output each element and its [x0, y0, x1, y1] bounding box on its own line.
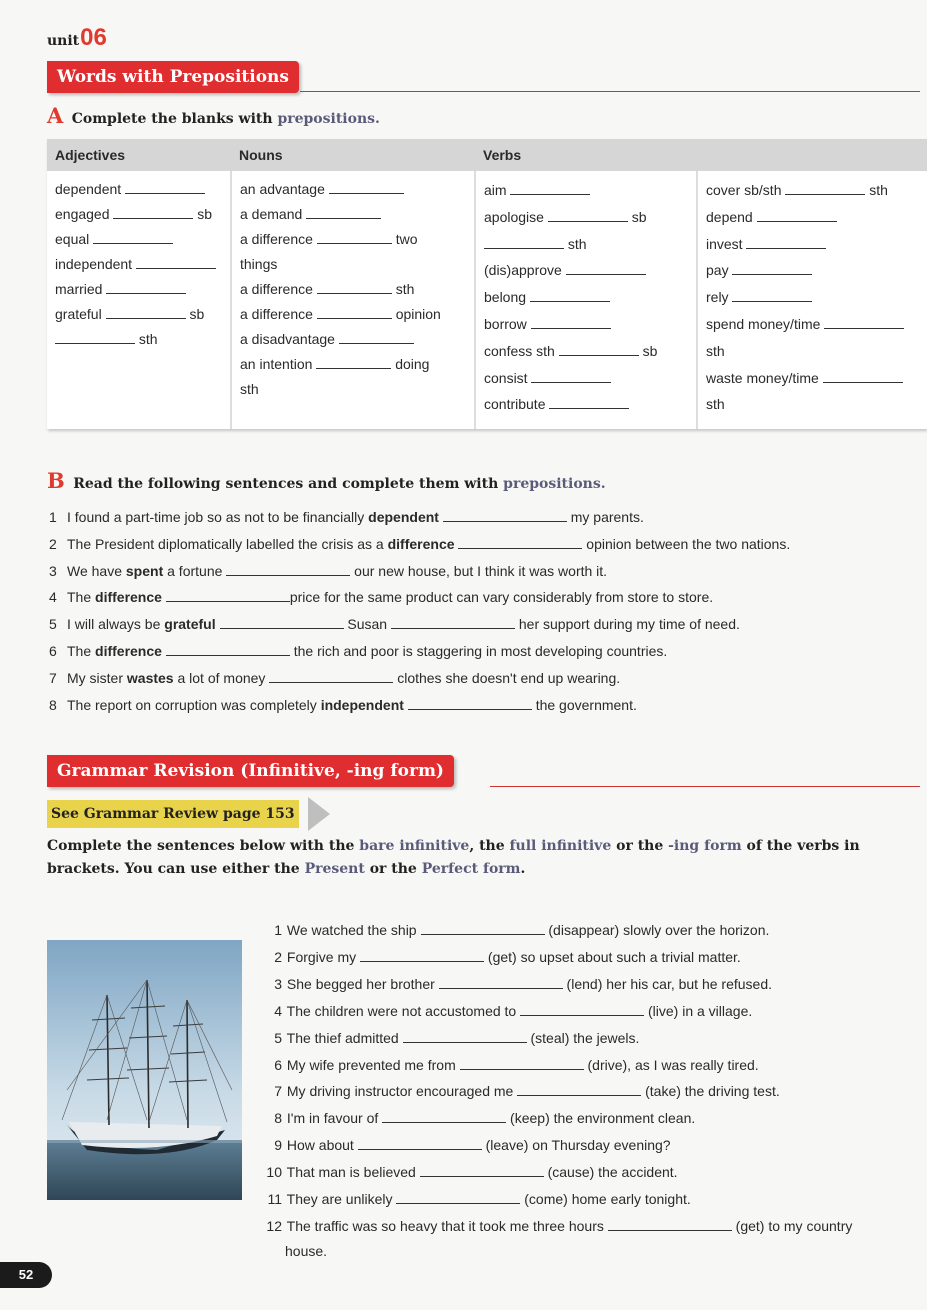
entry-word: things: [240, 256, 278, 272]
table-entry: [240, 202, 466, 227]
page-number: 52: [0, 1262, 52, 1288]
sentence-text: Susan: [343, 616, 391, 633]
table-entry: [55, 252, 222, 277]
entry-word: borrow: [484, 315, 527, 332]
answer-blank[interactable]: [824, 314, 904, 329]
sentence-text: My wife prevented me from: [286, 1056, 460, 1073]
table-entry: [240, 377, 466, 402]
entry-suffix: doing: [395, 356, 430, 372]
sentence-text: We have: [67, 562, 126, 579]
sentence-text: I'm in favour of: [286, 1110, 383, 1127]
sentence-keyword: wastes: [126, 669, 174, 686]
exercise-b-sentence: [49, 587, 713, 605]
grammar-instruction: [47, 835, 887, 881]
sentence-number: 3: [49, 562, 57, 579]
sentence-text: (cause) the accident.: [543, 1164, 678, 1181]
entry-suffix: sb: [642, 342, 658, 359]
answer-blank[interactable]: [458, 534, 582, 549]
entry-word: equal: [55, 231, 90, 247]
exercise-b-sentence: [49, 668, 620, 686]
header-nouns: Nouns: [231, 139, 475, 171]
table-entry: [706, 338, 919, 365]
table-entry: [55, 327, 222, 352]
sentence-text: clothes she doesn't end up wearing.: [393, 669, 621, 686]
part-a-heading: [47, 103, 380, 128]
table-entry: [484, 391, 688, 418]
table-entry: [55, 302, 222, 327]
answer-blank[interactable]: [566, 260, 646, 275]
instruction-part: .: [520, 861, 526, 877]
sentence-number: 4: [274, 1002, 282, 1019]
instruction-part: , the: [469, 838, 510, 854]
nouns-column: [231, 171, 475, 429]
unit-number: 06: [80, 24, 107, 51]
answer-blank[interactable]: [484, 234, 564, 249]
sentence-text: the government.: [531, 696, 637, 713]
instruction-part: Perfect form: [421, 861, 521, 877]
grammar-sentence-continuation: house.: [285, 1242, 328, 1259]
grammar-sentence: [258, 1108, 695, 1126]
grammar-reference-link[interactable]: See Grammar Review page 153: [47, 800, 299, 828]
part-a-letter: A: [47, 103, 64, 128]
sentence-number: 5: [49, 616, 57, 633]
grammar-sentence: [258, 947, 741, 965]
prepositions-table: [47, 139, 927, 429]
answer-blank[interactable]: [439, 974, 563, 989]
sentence-number: 8: [49, 696, 57, 713]
table-entry: [706, 231, 919, 258]
exercise-b-sentence: [49, 534, 790, 552]
sentence-text: opinion between the two nations.: [582, 535, 791, 552]
table-entry: [484, 338, 688, 365]
sentence-number: 10: [266, 1164, 282, 1181]
answer-blank[interactable]: [517, 1081, 641, 1096]
grammar-sentence: [258, 1055, 759, 1073]
sentence-text: (disappear) slowly over the horizon.: [544, 922, 770, 938]
answer-blank[interactable]: [125, 179, 205, 194]
answer-blank[interactable]: [226, 561, 350, 576]
table-entry: [240, 352, 466, 377]
answer-blank[interactable]: [55, 329, 135, 344]
sentence-number: 7: [274, 1083, 282, 1100]
table-entry: [706, 365, 919, 392]
sentence-number: 12: [266, 1217, 282, 1234]
entry-suffix: sth: [567, 235, 587, 252]
instruction-part: Present: [304, 861, 365, 877]
sentence-text: The: [67, 589, 96, 606]
entry-word: depend: [706, 208, 753, 225]
table-entry: [484, 365, 688, 392]
table-entry: [240, 327, 466, 352]
answer-blank[interactable]: [443, 507, 567, 522]
section-rule: [300, 91, 920, 92]
answer-blank[interactable]: [732, 260, 812, 275]
table-entry: [484, 231, 688, 258]
grammar-sentence: [258, 1081, 780, 1099]
sentence-text: (drive), as I was really tired.: [583, 1056, 759, 1073]
entry-word: (dis)approve: [484, 262, 562, 279]
answer-blank[interactable]: [785, 180, 865, 195]
sentence-number: 11: [267, 1191, 282, 1207]
instruction-part: brackets. You can use either the: [47, 861, 305, 877]
part-b-heading: [47, 468, 606, 493]
entry-word: independent: [55, 256, 133, 272]
entry-word: belong: [484, 289, 527, 306]
answer-blank[interactable]: [106, 304, 186, 319]
sentence-text: The President diplomatically labelled the crisis as a: [67, 535, 388, 552]
answer-blank[interactable]: [408, 695, 532, 710]
answer-blank[interactable]: [339, 329, 414, 344]
sentence-text: our new house, but I think it was worth it.: [350, 562, 608, 579]
entry-word: a difference: [240, 231, 313, 247]
sentence-text: her support during my time of need.: [514, 616, 740, 633]
answer-blank[interactable]: [391, 614, 515, 629]
grammar-sentence: [258, 1028, 639, 1046]
answer-blank[interactable]: [220, 614, 344, 629]
grammar-sentence: [258, 1162, 678, 1180]
sentence-text: The children were not accustomed to: [286, 1002, 521, 1019]
sentence-text: The traffic was so heavy that it took me three hours: [286, 1217, 608, 1234]
answer-blank[interactable]: [360, 947, 484, 962]
sentence-text: That man is believed: [286, 1164, 420, 1181]
sentence-keyword: difference: [387, 535, 455, 552]
section-banner-grammar: Grammar Revision (Infinitive, -ing form): [47, 755, 454, 787]
entry-suffix: sth: [395, 281, 415, 297]
instruction-part: Complete the sentences below with the: [47, 838, 360, 854]
entry-suffix: sb: [631, 208, 647, 225]
sentence-number: 2: [274, 948, 282, 965]
table-entry: [240, 302, 466, 327]
answer-blank[interactable]: [317, 279, 392, 294]
entry-suffix: two: [395, 231, 418, 247]
sentence-text: We watched the ship: [286, 922, 421, 938]
entry-suffix: sth: [138, 331, 158, 347]
entry-word: dependent: [55, 181, 122, 197]
sentence-text: I will always be: [67, 616, 165, 633]
grammar-sentence: [258, 1135, 671, 1153]
part-a-instruction: Complete the blanks with prepositions.: [71, 111, 380, 127]
table-entry: [55, 227, 222, 252]
exercise-b-sentence: [49, 695, 637, 713]
exercise-b-sentence: [49, 614, 740, 632]
grammar-sentence: [258, 974, 772, 992]
entry-word: cover sb/sth: [706, 182, 782, 198]
answer-blank[interactable]: [420, 1162, 544, 1177]
table-entry: [706, 177, 919, 204]
table-entry: [55, 202, 222, 227]
grammar-sentence: [258, 1001, 752, 1019]
entry-word: sth: [706, 396, 725, 413]
sentence-text: The report on corruption was completely: [67, 696, 321, 713]
exercise-b-sentence: [49, 641, 667, 659]
entry-suffix: sth: [869, 182, 888, 198]
entry-word: pay: [706, 262, 729, 279]
answer-blank[interactable]: [549, 394, 629, 409]
grammar-sentence: [258, 1216, 852, 1234]
entry-word: sth: [240, 381, 259, 397]
sentence-keyword: grateful: [164, 616, 216, 633]
part-b-instruction: Read the following sentences and complete them with prepositions.: [73, 476, 606, 492]
instruction-part: bare infinitive: [359, 838, 470, 854]
table-entry: [706, 391, 919, 418]
sentence-text: My driving instructor encouraged me: [286, 1083, 518, 1100]
sentence-text: price for the same product can vary considerably from store to store.: [289, 589, 714, 606]
answer-blank[interactable]: [106, 279, 186, 294]
answer-blank[interactable]: [421, 920, 545, 935]
unit-label: unit06: [47, 24, 107, 51]
answer-blank[interactable]: [306, 204, 381, 219]
sentence-text: (get) so upset about such a trivial matter.: [484, 948, 741, 965]
answer-blank[interactable]: [746, 234, 826, 249]
sentence-keyword: spent: [125, 562, 164, 579]
answer-blank[interactable]: [113, 204, 193, 219]
sentence-text: (come) home early tonight.: [520, 1191, 691, 1207]
sentence-text: (steal) the jewels.: [526, 1029, 640, 1046]
sentence-keyword: difference: [95, 589, 162, 606]
entry-word: consist: [484, 369, 528, 386]
entry-word: aim: [484, 182, 507, 198]
sentence-number: 1: [49, 509, 57, 525]
sentence-text: She begged her brother: [286, 975, 439, 992]
table-entry: [55, 277, 222, 302]
table-entry: [484, 204, 688, 231]
sentence-number: 6: [49, 643, 57, 659]
entry-word: grateful: [55, 306, 102, 322]
sentence-text: a lot of money: [173, 669, 270, 686]
sentence-number: 6: [274, 1056, 282, 1073]
sentence-text: The thief admitted: [286, 1029, 403, 1046]
sentence-text: The: [67, 643, 96, 659]
grammar-sentence: [258, 1189, 691, 1207]
instruction-part: or the: [364, 861, 422, 877]
answer-blank[interactable]: [559, 341, 639, 356]
sentence-text: My sister: [67, 669, 127, 686]
answer-blank[interactable]: [166, 641, 290, 656]
sentence-number: 4: [49, 589, 57, 606]
entry-word: apologise: [484, 208, 544, 225]
answer-blank[interactable]: [608, 1216, 732, 1231]
answer-blank[interactable]: [823, 368, 903, 383]
sentence-text: Forgive my: [286, 948, 361, 965]
table-entry: [484, 257, 688, 284]
sentence-text: I found a part-time job so as not to be financially: [67, 509, 369, 525]
table-entry: [240, 227, 466, 252]
answer-blank[interactable]: [136, 254, 216, 269]
table-entry: [706, 257, 919, 284]
instruction-part: full infinitive: [509, 838, 612, 854]
sentence-number: 7: [49, 669, 57, 686]
answer-blank[interactable]: [510, 180, 590, 195]
sentence-text: (take) the driving test.: [641, 1083, 780, 1100]
table-entry: [240, 277, 466, 302]
sentence-text: a fortune: [163, 562, 227, 579]
table-entry: [484, 311, 688, 338]
sentence-text: (get) to my country: [731, 1217, 853, 1234]
answer-blank[interactable]: [382, 1108, 506, 1123]
answer-blank[interactable]: [531, 368, 611, 383]
entry-suffix: sb: [189, 306, 205, 322]
table-entry: [706, 204, 919, 231]
answer-blank[interactable]: [396, 1189, 520, 1204]
grammar-sentence: [258, 920, 769, 938]
sentence-keyword: independent: [320, 696, 404, 713]
entry-word: a difference: [240, 281, 313, 297]
answer-blank[interactable]: [403, 1028, 527, 1043]
answer-blank[interactable]: [530, 287, 610, 302]
entry-word: confess sth: [484, 342, 555, 359]
answer-blank[interactable]: [166, 587, 290, 602]
answer-blank[interactable]: [269, 668, 393, 683]
sentence-text: (lend) her his car, but he refused.: [562, 975, 773, 992]
answer-blank[interactable]: [460, 1055, 584, 1070]
verbs-column-2: [697, 171, 927, 429]
sentence-number: 2: [49, 535, 57, 552]
answer-blank[interactable]: [757, 207, 837, 222]
entry-word: rely: [706, 289, 729, 306]
entry-word: engaged: [55, 206, 110, 222]
entry-word: contribute: [484, 396, 546, 413]
table-entry: [484, 177, 688, 204]
section-rule-2: [490, 786, 920, 787]
exercise-b-sentence: [49, 507, 644, 525]
sentence-keyword: dependent: [368, 509, 439, 525]
sentence-text: (live) in a village.: [644, 1002, 753, 1019]
part-b-letter: B: [47, 468, 65, 493]
table-entry: [706, 311, 919, 338]
sentence-keyword: difference: [95, 643, 162, 659]
entry-word: spend money/time: [706, 315, 821, 332]
sentence-number: 1: [274, 922, 282, 938]
entry-suffix: sb: [197, 206, 213, 222]
sentence-number: 3: [274, 975, 282, 992]
header-verbs: Verbs: [475, 139, 927, 171]
sentence-text: How about: [286, 1137, 358, 1154]
entry-word: married: [55, 281, 103, 297]
answer-blank[interactable]: [317, 229, 392, 244]
instruction-part: or the: [611, 838, 669, 854]
arrow-right-icon: [308, 797, 330, 831]
answer-blank[interactable]: [93, 229, 173, 244]
answer-blank[interactable]: [531, 314, 611, 329]
entry-word: waste money/time: [706, 369, 819, 386]
sentence-number: 8: [274, 1110, 282, 1127]
table-entry: [706, 284, 919, 311]
sentence-text: They are unlikely: [286, 1191, 397, 1207]
sentence-text: (keep) the environment clean.: [506, 1110, 696, 1127]
answer-blank[interactable]: [316, 354, 391, 369]
instruction-part: -ing form: [668, 838, 742, 854]
table-entry: [240, 252, 466, 277]
answer-blank[interactable]: [317, 304, 392, 319]
answer-blank[interactable]: [548, 207, 628, 222]
entry-word: an advantage: [240, 181, 325, 197]
entry-word: invest: [706, 235, 743, 252]
entry-word: a demand: [240, 206, 303, 222]
instruction-part: of the verbs in: [741, 838, 860, 854]
answer-blank[interactable]: [329, 179, 404, 194]
entry-word: a difference: [240, 306, 313, 322]
answer-blank[interactable]: [732, 287, 812, 302]
sentence-text: the rich and poor is staggering in most developing countries.: [289, 643, 668, 659]
answer-blank[interactable]: [520, 1001, 644, 1016]
table-entry: [484, 284, 688, 311]
sentence-number: 5: [274, 1029, 282, 1046]
sentence-text: (leave) on Thursday evening?: [481, 1137, 671, 1154]
table-entry: [240, 177, 466, 202]
table-entry: [55, 177, 222, 202]
sentence-text: my parents.: [566, 509, 644, 525]
entry-suffix: opinion: [395, 306, 441, 322]
exercise-b-sentence: [49, 561, 607, 579]
header-adjectives: Adjectives: [47, 139, 231, 171]
adjectives-column: [47, 171, 231, 429]
section-banner-prepositions: Words with Prepositions: [47, 61, 299, 93]
sentence-number: 9: [274, 1137, 282, 1154]
entry-word: sth: [706, 342, 725, 359]
sailing-ship-photo: [47, 940, 242, 1200]
answer-blank[interactable]: [358, 1135, 482, 1150]
entry-word: a disadvantage: [240, 331, 335, 347]
entry-word: an intention: [240, 356, 313, 372]
verbs-column-1: [475, 171, 697, 429]
